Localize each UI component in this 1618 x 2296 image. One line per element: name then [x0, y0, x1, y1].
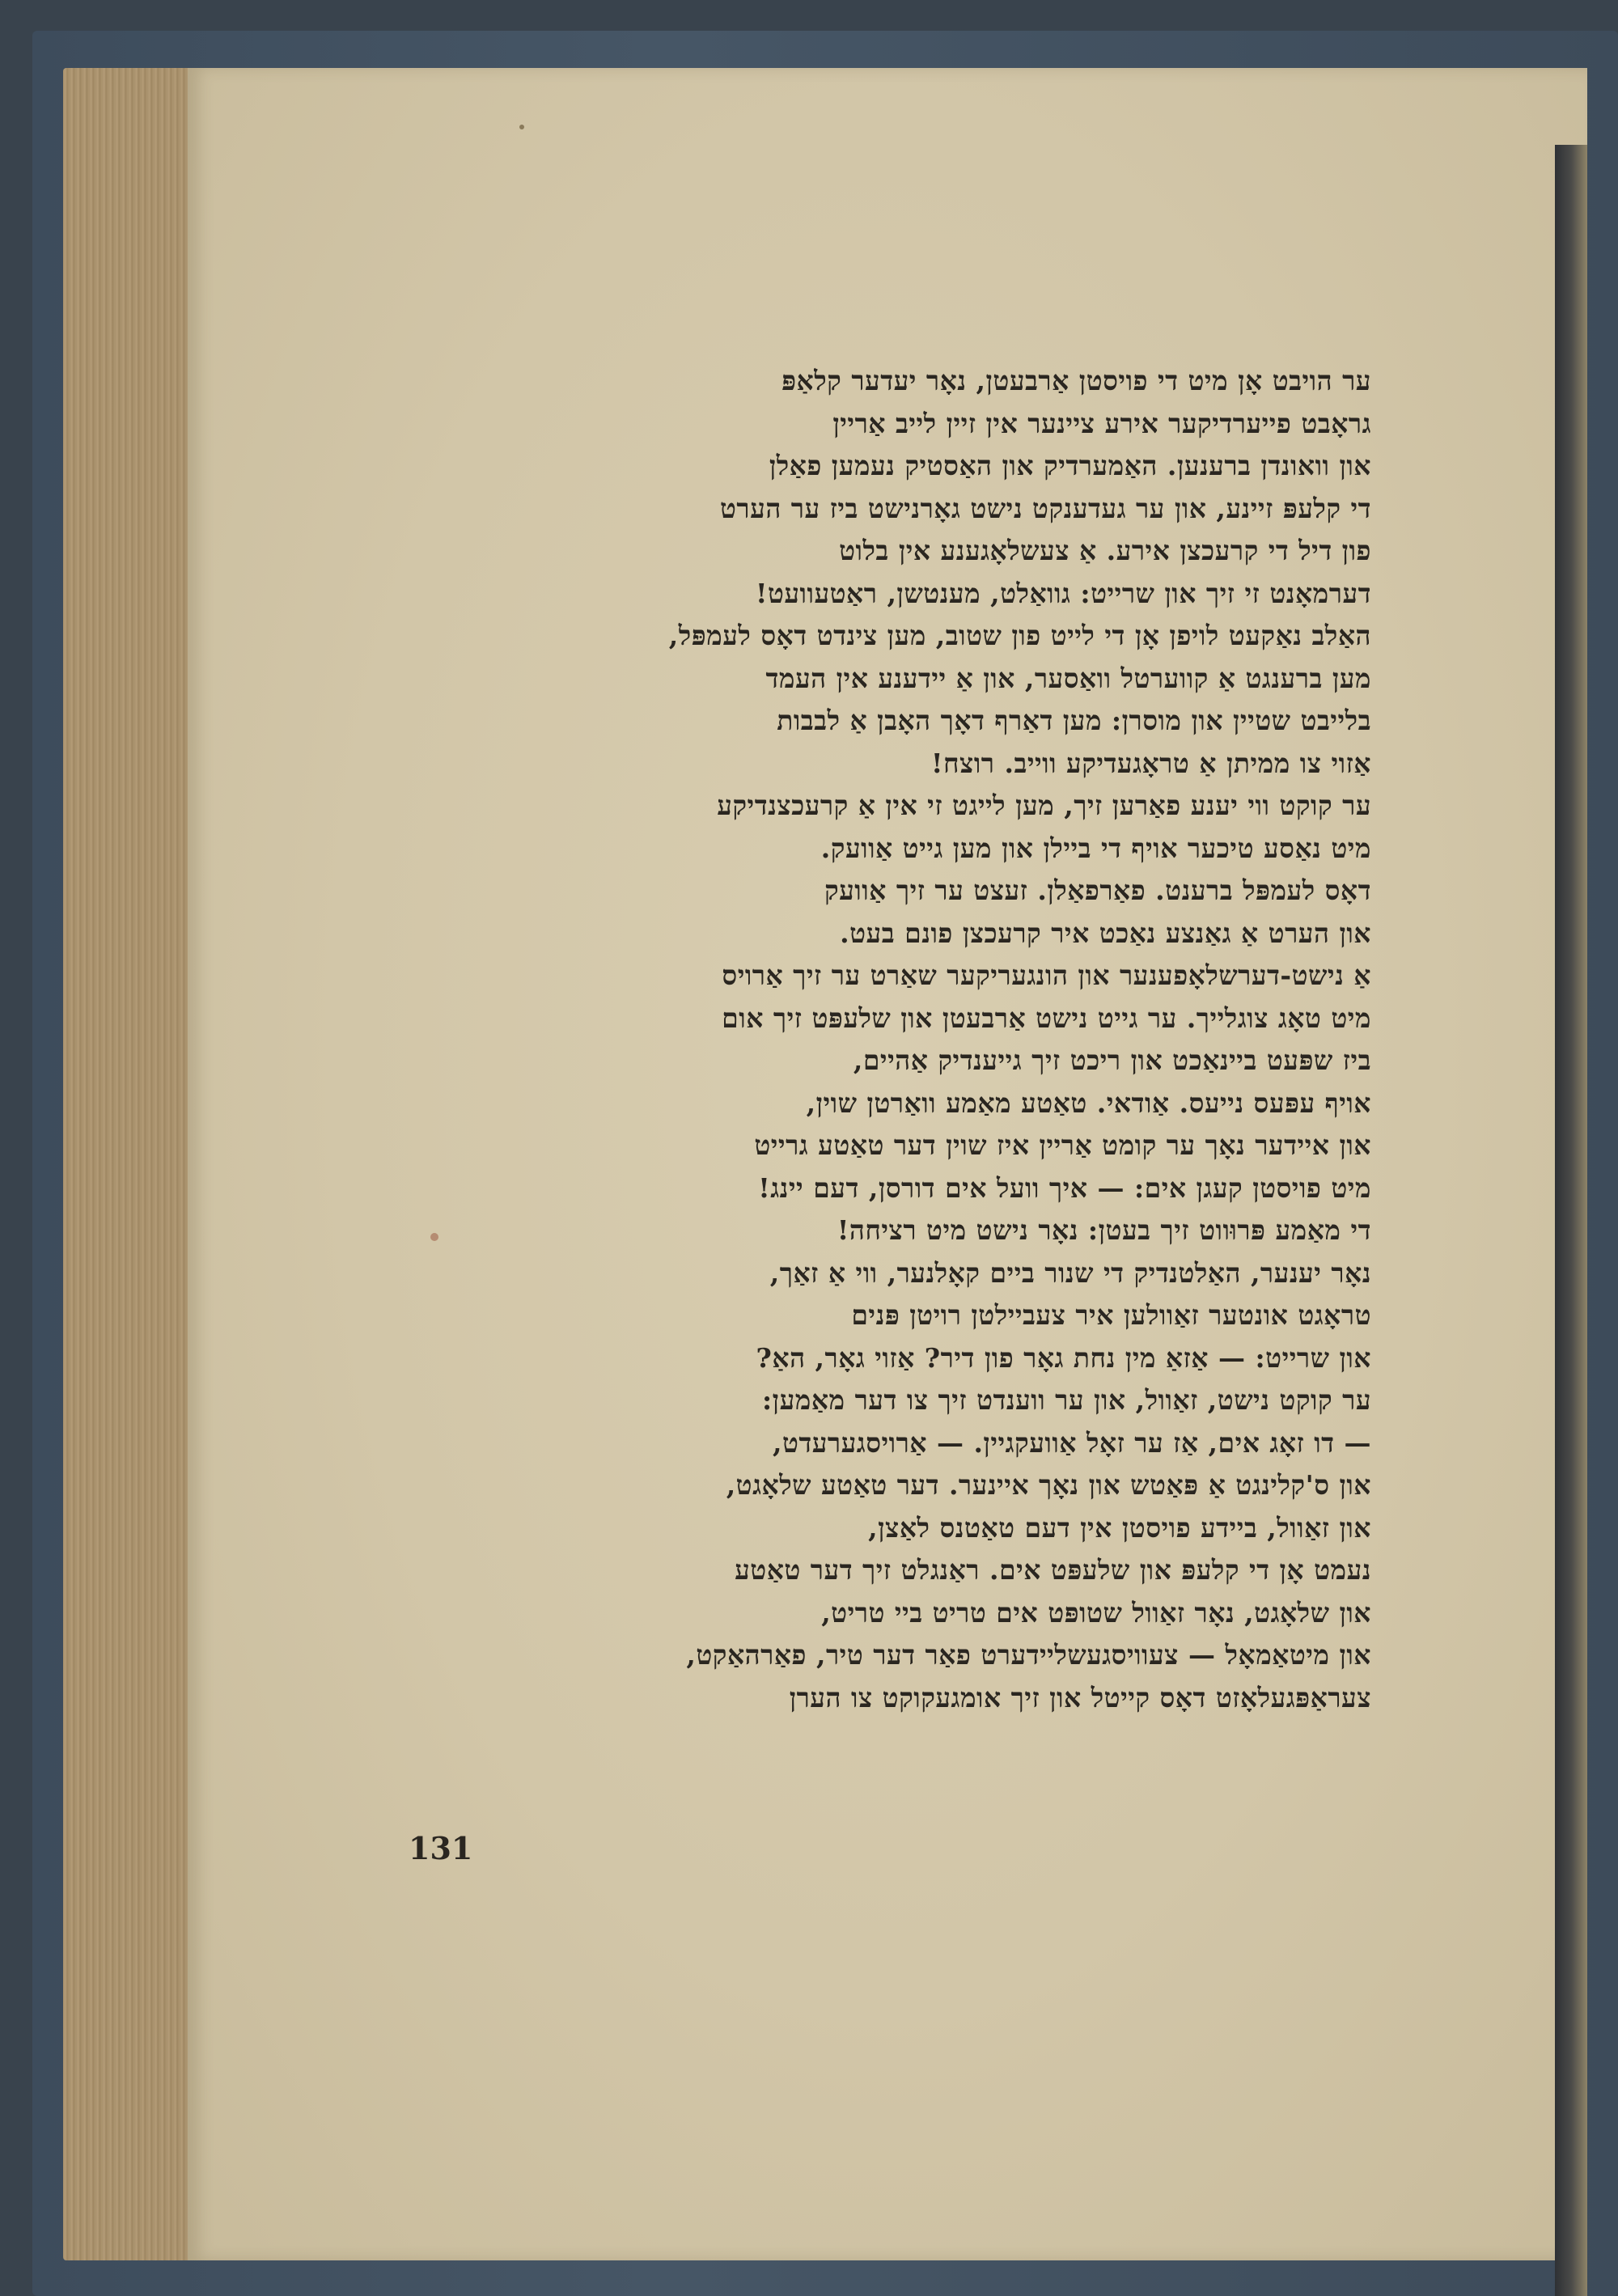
paper-speck: [519, 125, 524, 129]
text-line: צעראַפּגעלאָזט דאָס קייטל און זיך אומגעקוקט צו הערן: [789, 1681, 1371, 1714]
text-line: נאָר יענער, האַלטנדיק די שנור ביים קאָלנער, ווי אַ זאַך,: [769, 1256, 1371, 1289]
text-line: ביז שפּעט ביינאַכט און ריכט זיך גייענדיק אַהיים,: [853, 1044, 1371, 1076]
book-gutter: [1555, 145, 1587, 2296]
text-line: און וואונדן ברענען. האַמערדיק און האַסטיק נעמען פאַלן: [769, 450, 1371, 481]
text-line: דאָס לעמפּל ברענט. פאַרפאַלן. זעצט ער זיך אַוועק: [824, 875, 1371, 906]
text-line: און ס'קלינגט אַ פּאַטש און נאָך איינער. דער טאַטע שלאָגט,: [726, 1469, 1371, 1501]
text-line: האַלב נאַקעט לויפן אָן די לייט פון שטוב, מען צינדט דאָס לעמפּל,: [668, 620, 1371, 651]
body-text: [413, 360, 1371, 1719]
text-line: פון דיל די קרעכצן אירע. אַ צעשלאָגענע אין בלוט: [839, 535, 1371, 566]
text-line: אויף עפּעס נייעס. אַודאי. טאַטע מאַמע וואַרטן שוין,: [806, 1087, 1371, 1119]
page-edges: [63, 68, 201, 2260]
page-number: 131: [409, 1830, 473, 1866]
text-line: גראָבט פייערדיקער אירע ציינער אין זיין לייב אַריין: [832, 407, 1371, 439]
text-line: מען ברענגט אַ קווערטל וואַסער, און אַ יידענע אין העמד: [765, 662, 1371, 694]
text-line: דערמאָנט זי זיך און שרייט: גוואַלט, מענטשן, ראַטעוועט!: [755, 577, 1371, 609]
text-line: און זאַוול, ביידע פויסטן אין דעם טאַטנס לאַצן,: [868, 1511, 1371, 1544]
text-line: אַזוי צו ממיתן אַ טראָגעדיקע ווייב. רוצח!: [931, 747, 1371, 779]
text-line: ער קוקט ווי יענע פאַרען זיך, מען לייגט זי אין אַ קרעכצנדיקע: [717, 790, 1371, 821]
text-line: און איידער נאָך ער קומט אַריין איז שוין דער טאַטע גרייט: [754, 1129, 1371, 1161]
text-line: טראָגט אונטער זאַוולען איר צעביילטן רויטן פּנים: [851, 1299, 1371, 1331]
text-line: מיט נאַסע טיכער אויף די ביילן און מען גייט אַוועק.: [820, 832, 1371, 864]
text-line: די מאַמע פּרוּווט זיך בעטן: נאָר נישט מיט רציחה!: [837, 1214, 1371, 1246]
text-line: מיט טאָג צוגלייך. ער גייט נישט אַרבעטן און שלעפּט זיך אום: [722, 1002, 1371, 1034]
text-line: און הערט אַ גאַנצע נאַכט איר קרעכצן פונם בעט.: [840, 917, 1371, 949]
text-line: און מיטאַמאָל — צעוויסגעשליידערט פאַר דער טיר, פאַרהאַקט,: [686, 1639, 1371, 1671]
text-line: די קלעפּ זיינע, און ער געדענקט נישט גאָרנישט ביז ער הערט: [720, 492, 1371, 524]
text-line: ער קוקט נישט, זאַוול, און ער ווענדט זיך צו דער מאַמען:: [762, 1384, 1371, 1416]
text-line: מיט פויסטן קעגן אים: — איך וועל אים דורסן, דעם יינג!: [758, 1171, 1371, 1204]
text-line: און שרייט: — אַזאַ מין נחת גאָר פון דיר? אַזוי גאָר, האַ?: [756, 1341, 1371, 1374]
text-line: אַ נישט-דערשלאָפענער און הונגעריקער שאַרט ער זיך אַרויס: [722, 959, 1371, 991]
text-line: און שלאָגט, נאָר זאַוול שטופּט אים טריט ביי טריט,: [821, 1596, 1371, 1629]
text-line: — דו זאָג אים, אַז ער זאָל אַוועקגיין. — אַרויסגערעדט,: [772, 1426, 1371, 1459]
text-line: בלייבט שטיין און מוסרן: מען דאַרף דאָך האָבן אַ לבבות: [777, 705, 1371, 736]
text-line: נעמט אָן די קלעפּ און שלעפּט אים. ראַנגלט זיך דער טאַטע: [735, 1554, 1371, 1586]
text-line: ער הויבט אָן מיט די פויסטן אַרבעטן, נאָר יעדער קלאַפּ: [781, 365, 1371, 396]
